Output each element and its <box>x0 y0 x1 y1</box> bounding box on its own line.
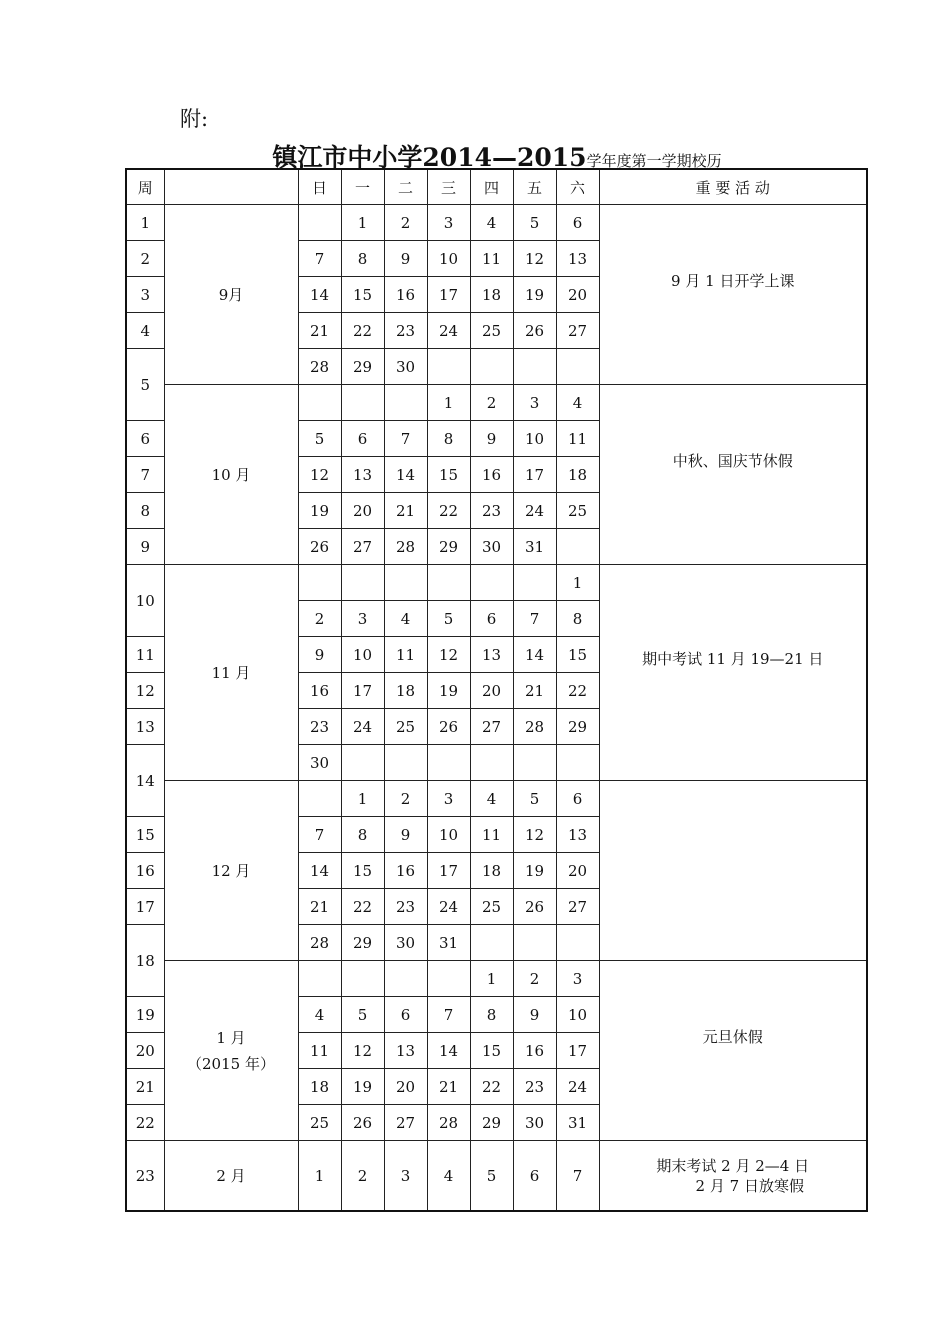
week-number: 8 <box>126 493 164 529</box>
day-cell: 19 <box>513 853 556 889</box>
title-sub: 学年度第一学期校历 <box>586 152 722 170</box>
day-cell: 20 <box>556 853 599 889</box>
day-cell: 8 <box>341 241 384 277</box>
day-cell: 8 <box>556 601 599 637</box>
day-cell: 18 <box>384 673 427 709</box>
day-cell: 30 <box>298 745 341 781</box>
day-cell: 28 <box>298 349 341 385</box>
day-cell: 14 <box>427 1033 470 1069</box>
week-number: 7 <box>126 457 164 493</box>
day-cell: 18 <box>298 1069 341 1105</box>
month-year: （2015 年） <box>187 1054 275 1073</box>
day-cell <box>556 745 599 781</box>
day-cell: 22 <box>341 889 384 925</box>
day-cell <box>298 961 341 997</box>
day-cell: 3 <box>341 601 384 637</box>
day-cell: 21 <box>298 889 341 925</box>
day-cell: 12 <box>513 817 556 853</box>
week-number: 6 <box>126 421 164 457</box>
day-cell: 5 <box>341 997 384 1033</box>
day-cell <box>298 385 341 421</box>
activity-cell: 中秋、国庆节休假 <box>599 385 867 565</box>
day-cell: 18 <box>470 277 513 313</box>
day-cell <box>427 961 470 997</box>
day-cell: 31 <box>513 529 556 565</box>
day-cell: 15 <box>427 457 470 493</box>
day-cell <box>513 565 556 601</box>
day-cell: 25 <box>384 709 427 745</box>
day-cell: 30 <box>470 529 513 565</box>
day-cell: 2 <box>470 385 513 421</box>
day-cell: 6 <box>341 421 384 457</box>
day-cell <box>427 745 470 781</box>
title-main: 镇江市中小学2014—2015 <box>272 143 587 172</box>
day-cell: 24 <box>513 493 556 529</box>
week-number: 10 <box>126 565 164 637</box>
day-cell: 23 <box>298 709 341 745</box>
week-number: 5 <box>126 349 164 421</box>
day-cell: 9 <box>470 421 513 457</box>
day-cell: 23 <box>513 1069 556 1105</box>
day-cell: 7 <box>298 817 341 853</box>
week-row <box>126 961 867 997</box>
day-cell: 4 <box>384 601 427 637</box>
day-cell: 12 <box>298 457 341 493</box>
day-cell: 20 <box>384 1069 427 1105</box>
day-cell: 1 <box>470 961 513 997</box>
day-cell: 3 <box>556 961 599 997</box>
day-cell: 11 <box>556 421 599 457</box>
day-cell: 1 <box>556 565 599 601</box>
day-cell: 24 <box>427 313 470 349</box>
day-cell: 26 <box>513 313 556 349</box>
day-cell: 8 <box>427 421 470 457</box>
week-number: 3 <box>126 277 164 313</box>
month-label <box>164 1141 298 1212</box>
day-cell: 28 <box>513 709 556 745</box>
day-cell: 4 <box>298 997 341 1033</box>
day-cell: 16 <box>470 457 513 493</box>
day-cell: 13 <box>384 1033 427 1069</box>
day-cell: 27 <box>384 1105 427 1141</box>
day-cell: 30 <box>384 349 427 385</box>
day-cell: 15 <box>556 637 599 673</box>
day-cell <box>513 925 556 961</box>
day-cell: 17 <box>556 1033 599 1069</box>
month-name: 10 月 <box>211 465 251 484</box>
day-cell: 27 <box>556 313 599 349</box>
week-number: 2 <box>126 241 164 277</box>
day-cell <box>556 349 599 385</box>
day-cell: 16 <box>384 277 427 313</box>
day-cell: 31 <box>427 925 470 961</box>
day-cell: 14 <box>513 637 556 673</box>
day-cell: 13 <box>556 241 599 277</box>
header-day-sun: 日 <box>298 169 341 205</box>
day-cell: 9 <box>384 241 427 277</box>
week-row <box>126 565 867 601</box>
activity-cell: 期中考试 11 月 19—21 日 <box>599 565 867 781</box>
activity-cell <box>599 1141 867 1212</box>
month-name: 9月 <box>218 285 244 304</box>
day-cell <box>427 349 470 385</box>
week-number: 15 <box>126 817 164 853</box>
day-cell: 17 <box>427 277 470 313</box>
day-cell: 12 <box>513 241 556 277</box>
day-cell: 13 <box>470 637 513 673</box>
day-cell: 2 <box>384 205 427 241</box>
day-cell: 27 <box>470 709 513 745</box>
school-calendar-table <box>125 168 868 1212</box>
day-cell <box>341 565 384 601</box>
calendar-body <box>126 169 867 1211</box>
day-cell: 16 <box>513 1033 556 1069</box>
day-cell: 7 <box>384 421 427 457</box>
day-cell: 28 <box>427 1105 470 1141</box>
day-cell: 21 <box>513 673 556 709</box>
day-cell <box>298 205 341 241</box>
day-cell: 29 <box>470 1105 513 1141</box>
day-cell: 11 <box>470 241 513 277</box>
day-cell: 25 <box>470 889 513 925</box>
day-cell: 15 <box>470 1033 513 1069</box>
day-cell: 27 <box>556 889 599 925</box>
week-row <box>126 385 867 421</box>
day-cell: 5 <box>513 205 556 241</box>
day-cell: 3 <box>513 385 556 421</box>
day-cell: 4 <box>470 205 513 241</box>
month-label <box>164 781 298 961</box>
activity-cell: 9 月 1 日开学上课 <box>599 205 867 385</box>
header-day-wed: 三 <box>427 169 470 205</box>
month-label <box>164 385 298 565</box>
week-number: 13 <box>126 709 164 745</box>
day-cell <box>341 961 384 997</box>
week-number: 23 <box>126 1141 164 1212</box>
week-row <box>126 205 867 241</box>
day-cell <box>470 565 513 601</box>
day-cell: 24 <box>341 709 384 745</box>
activity-line: 期末考试 2 月 2—4 日 <box>656 1156 810 1175</box>
header-day-mon: 一 <box>341 169 384 205</box>
day-cell: 7 <box>427 997 470 1033</box>
day-cell: 10 <box>556 997 599 1033</box>
day-cell: 1 <box>298 1141 341 1212</box>
header-activity: 重 要 活 动 <box>599 169 867 205</box>
day-cell: 24 <box>556 1069 599 1105</box>
header-row <box>126 169 867 205</box>
day-cell: 17 <box>341 673 384 709</box>
day-cell: 26 <box>341 1105 384 1141</box>
day-cell: 25 <box>470 313 513 349</box>
day-cell: 14 <box>384 457 427 493</box>
day-cell: 9 <box>384 817 427 853</box>
day-cell: 11 <box>470 817 513 853</box>
day-cell: 24 <box>427 889 470 925</box>
day-cell <box>556 529 599 565</box>
day-cell: 2 <box>384 781 427 817</box>
week-number: 17 <box>126 889 164 925</box>
day-cell: 10 <box>513 421 556 457</box>
week-number: 22 <box>126 1105 164 1141</box>
day-cell: 5 <box>298 421 341 457</box>
day-cell <box>341 385 384 421</box>
day-cell: 8 <box>341 817 384 853</box>
day-cell: 21 <box>298 313 341 349</box>
day-cell: 2 <box>341 1141 384 1212</box>
day-cell: 19 <box>427 673 470 709</box>
day-cell: 9 <box>298 637 341 673</box>
day-cell <box>384 745 427 781</box>
day-cell: 4 <box>556 385 599 421</box>
month-label <box>164 205 298 385</box>
day-cell: 26 <box>298 529 341 565</box>
day-cell: 27 <box>341 529 384 565</box>
day-cell: 2 <box>513 961 556 997</box>
day-cell: 20 <box>341 493 384 529</box>
day-cell: 31 <box>556 1105 599 1141</box>
day-cell <box>298 565 341 601</box>
day-cell <box>384 565 427 601</box>
day-cell: 10 <box>427 241 470 277</box>
day-cell: 10 <box>341 637 384 673</box>
day-cell: 4 <box>427 1141 470 1212</box>
day-cell: 18 <box>470 853 513 889</box>
month-label <box>164 565 298 781</box>
day-cell: 3 <box>427 205 470 241</box>
day-cell: 30 <box>513 1105 556 1141</box>
day-cell: 19 <box>341 1069 384 1105</box>
week-number: 21 <box>126 1069 164 1105</box>
header-day-thu: 四 <box>470 169 513 205</box>
week-number: 4 <box>126 313 164 349</box>
day-cell: 7 <box>556 1141 599 1212</box>
day-cell: 17 <box>427 853 470 889</box>
day-cell <box>384 961 427 997</box>
week-number: 12 <box>126 673 164 709</box>
week-number: 19 <box>126 997 164 1033</box>
day-cell: 23 <box>384 889 427 925</box>
activity-cell: 元旦休假 <box>599 961 867 1141</box>
month-name: 1 月 <box>216 1028 246 1047</box>
day-cell: 30 <box>384 925 427 961</box>
day-cell: 18 <box>556 457 599 493</box>
day-cell <box>384 385 427 421</box>
week-number: 16 <box>126 853 164 889</box>
day-cell: 20 <box>556 277 599 313</box>
day-cell: 4 <box>470 781 513 817</box>
day-cell: 26 <box>427 709 470 745</box>
day-cell: 25 <box>298 1105 341 1141</box>
day-cell: 8 <box>470 997 513 1033</box>
day-cell: 14 <box>298 853 341 889</box>
day-cell: 22 <box>341 313 384 349</box>
week-number: 14 <box>126 745 164 817</box>
month-label <box>164 961 298 1141</box>
week-number: 11 <box>126 637 164 673</box>
activity-line: 2 月 7 日放寒假 <box>695 1176 804 1195</box>
day-cell: 6 <box>556 781 599 817</box>
week-number: 18 <box>126 925 164 997</box>
day-cell: 16 <box>298 673 341 709</box>
day-cell: 29 <box>341 925 384 961</box>
month-name: 11 月 <box>211 663 251 682</box>
day-cell: 9 <box>513 997 556 1033</box>
month-name: 12 月 <box>211 861 251 880</box>
day-cell <box>470 745 513 781</box>
day-cell: 25 <box>556 493 599 529</box>
day-cell <box>556 925 599 961</box>
day-cell: 15 <box>341 277 384 313</box>
header-month <box>164 169 298 205</box>
day-cell: 2 <box>298 601 341 637</box>
day-cell: 11 <box>384 637 427 673</box>
day-cell: 12 <box>427 637 470 673</box>
day-cell: 21 <box>427 1069 470 1105</box>
day-cell: 5 <box>470 1141 513 1212</box>
week-number: 9 <box>126 529 164 565</box>
day-cell: 28 <box>384 529 427 565</box>
day-cell: 29 <box>341 349 384 385</box>
day-cell <box>427 565 470 601</box>
day-cell: 23 <box>384 313 427 349</box>
attachment-label: 附: <box>180 107 209 131</box>
day-cell: 6 <box>556 205 599 241</box>
day-cell: 7 <box>513 601 556 637</box>
day-cell: 23 <box>470 493 513 529</box>
day-cell: 3 <box>384 1141 427 1212</box>
day-cell: 5 <box>513 781 556 817</box>
day-cell: 6 <box>470 601 513 637</box>
day-cell: 6 <box>384 997 427 1033</box>
day-cell: 13 <box>556 817 599 853</box>
day-cell <box>513 349 556 385</box>
day-cell: 22 <box>427 493 470 529</box>
day-cell: 1 <box>427 385 470 421</box>
day-cell: 28 <box>298 925 341 961</box>
week-row <box>126 781 867 817</box>
day-cell: 13 <box>341 457 384 493</box>
month-name: 2 月 <box>216 1166 246 1185</box>
day-cell: 12 <box>341 1033 384 1069</box>
day-cell: 29 <box>427 529 470 565</box>
header-day-fri: 五 <box>513 169 556 205</box>
day-cell: 10 <box>427 817 470 853</box>
day-cell <box>341 745 384 781</box>
day-cell <box>513 745 556 781</box>
day-cell: 20 <box>470 673 513 709</box>
week-number: 20 <box>126 1033 164 1069</box>
day-cell: 11 <box>298 1033 341 1069</box>
day-cell: 7 <box>298 241 341 277</box>
day-cell: 17 <box>513 457 556 493</box>
week-row <box>126 1141 867 1212</box>
header-day-tue: 二 <box>384 169 427 205</box>
day-cell: 26 <box>513 889 556 925</box>
day-cell: 14 <box>298 277 341 313</box>
day-cell <box>298 781 341 817</box>
day-cell: 1 <box>341 205 384 241</box>
day-cell: 22 <box>470 1069 513 1105</box>
day-cell: 19 <box>513 277 556 313</box>
day-cell: 21 <box>384 493 427 529</box>
day-cell <box>470 925 513 961</box>
day-cell: 6 <box>513 1141 556 1212</box>
day-cell <box>470 349 513 385</box>
day-cell: 22 <box>556 673 599 709</box>
day-cell: 1 <box>341 781 384 817</box>
day-cell: 3 <box>427 781 470 817</box>
week-number: 1 <box>126 205 164 241</box>
day-cell: 5 <box>427 601 470 637</box>
header-week: 周 <box>126 169 164 205</box>
day-cell: 19 <box>298 493 341 529</box>
header-day-sat: 六 <box>556 169 599 205</box>
activity-cell <box>599 781 867 961</box>
day-cell: 29 <box>556 709 599 745</box>
day-cell: 15 <box>341 853 384 889</box>
day-cell: 16 <box>384 853 427 889</box>
